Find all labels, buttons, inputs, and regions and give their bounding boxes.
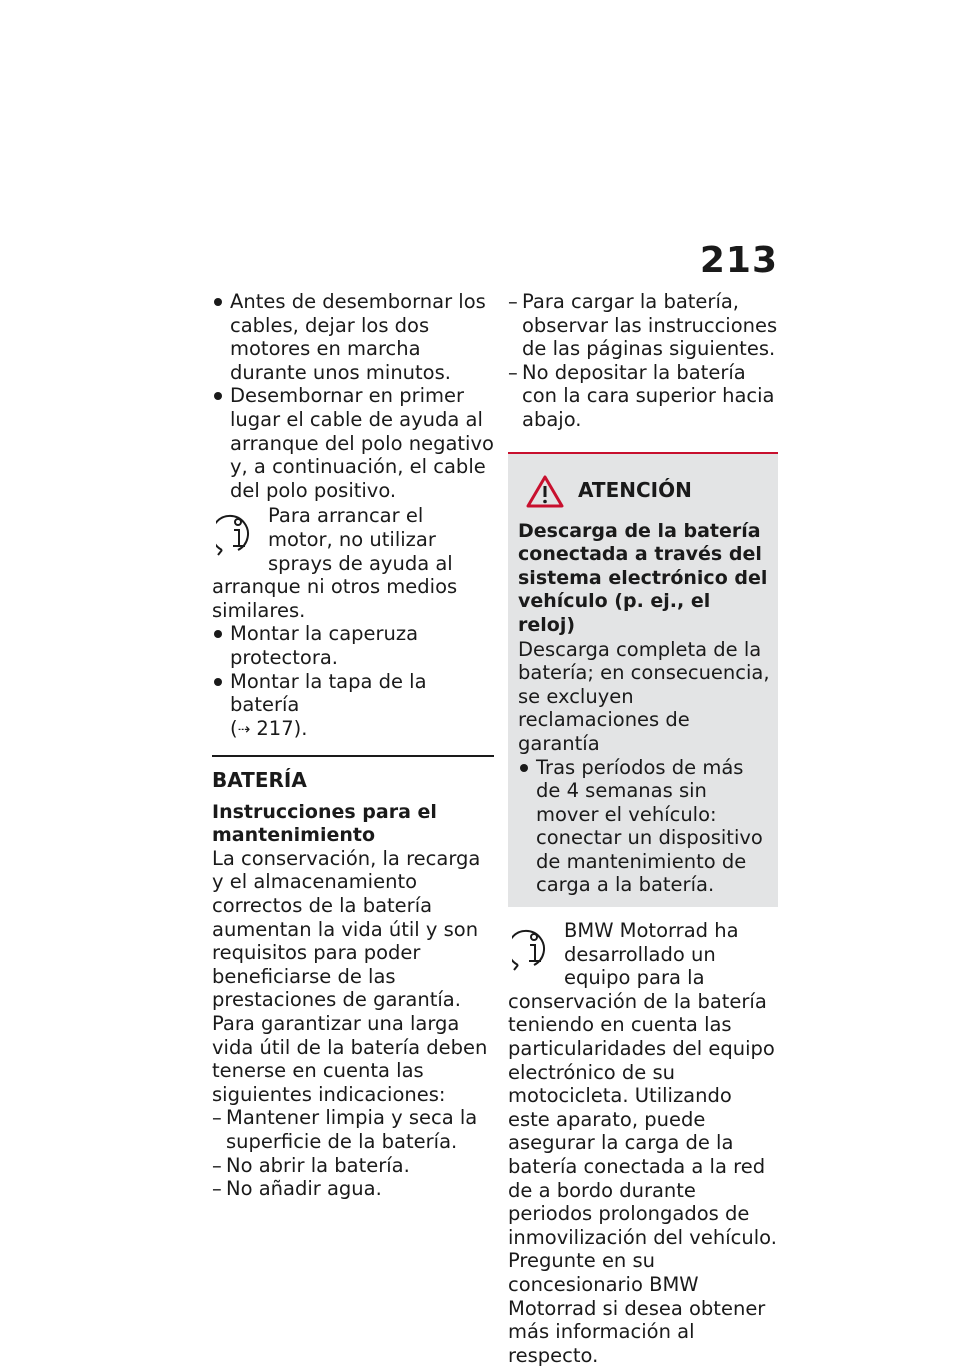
page-number: 213 [699,240,778,281]
list-item [508,290,778,361]
info-icon [512,925,556,971]
list-item [212,1106,494,1153]
info-icon [216,510,260,556]
note-text: BMW Motorrad ha desarrollado un equipo para la conservación de la batería teniendo en cuenta las particularidades del equipo electrónico de su motocicleta. Utilizando este aparato, puede asegurar la carga de la batería conectada a la red de a bordo durante periodos prolongados de inmovilización del vehículo. Pregunte en su concesionario BMW Motorrad si desea obtener más información al respecto. [508,919,777,1367]
dash-marker: – [508,360,518,384]
subsection-title: Instrucciones para el mantenimiento [212,800,437,846]
dash-marker: – [508,290,518,313]
reference-arrow-icon: ⇢ [237,719,251,738]
bullet-icon [520,764,528,772]
list-item-text: No añadir agua. [226,1177,382,1201]
note-text: Para arrancar el motor, no utilizar sprays de ayuda al arranque ni otros medios similares. [212,504,458,622]
list-item [212,290,494,384]
warning-triangle-icon [526,474,564,508]
dash-marker: – [212,1106,222,1130]
section-divider [212,755,494,757]
dash-marker: – [212,1177,222,1201]
paragraph: Para garantizar una larga vida útil de la batería deben tenerse en cuenta las siguientes indicaciones: [212,1012,488,1106]
bullet-icon [214,392,222,400]
warning-header [518,474,770,508]
dash-marker: – [212,1153,222,1177]
list-item [508,361,778,432]
list-item [212,1154,494,1178]
right-column [508,290,778,1367]
list-item-text: Antes de desembornar los cables, dejar los dos motores en marcha durante unos minutos. [230,290,486,384]
list-item [212,384,494,502]
list-item-text: Desembornar en primer lugar el cable de ayuda al arranque del polo negativo y, a continuación, el cable del polo positivo. [230,384,494,502]
info-note [212,504,494,622]
warning-title: Descarga de la batería conectada a través del sistema electrónico del vehículo (p. ej., el reloj) [518,519,768,636]
paragraph: La conservación, la recarga y el almacenamiento correctos de la batería aumentan la vida útil y son requisitos para poder beneficiarse de las prestaciones de garantía. [212,846,481,1012]
info-note [508,919,778,1367]
list-item [212,622,494,669]
list-item-text: Tras períodos de más de 4 semanas sin mover el vehículo: conectar un dispositivo de mantenimiento de carga a la batería. [536,755,763,897]
warning-box [508,452,778,908]
warning-text: Descarga completa de la batería; en consecuencia, se excluyen reclamaciones de garantía [518,637,770,755]
list-item-text: Mantener limpia y seca la superficie de la batería. [226,1106,478,1153]
list-item-text: Montar la tapa de la batería [230,669,427,717]
list-item-text: No abrir la batería. [226,1153,410,1177]
list-item: Montar la tapa de la batería (⇢ 217). [212,670,494,742]
list-item-text: Para cargar la batería, observar las instrucciones de las páginas siguientes. [522,290,778,361]
page-reference[interactable]: 217). [256,716,308,740]
left-column [212,290,494,1201]
bullet-icon [214,678,222,686]
list-item [518,756,770,898]
section-title: BATERÍA [212,768,307,793]
warning-label: ATENCIÓN [578,477,692,502]
list-item-text: Montar la caperuza protectora. [230,622,419,669]
list-item [212,1177,494,1201]
list-item-text: No depositar la batería con la cara superior hacia abajo. [522,360,775,431]
bullet-icon [214,298,222,306]
bullet-icon [214,630,222,638]
